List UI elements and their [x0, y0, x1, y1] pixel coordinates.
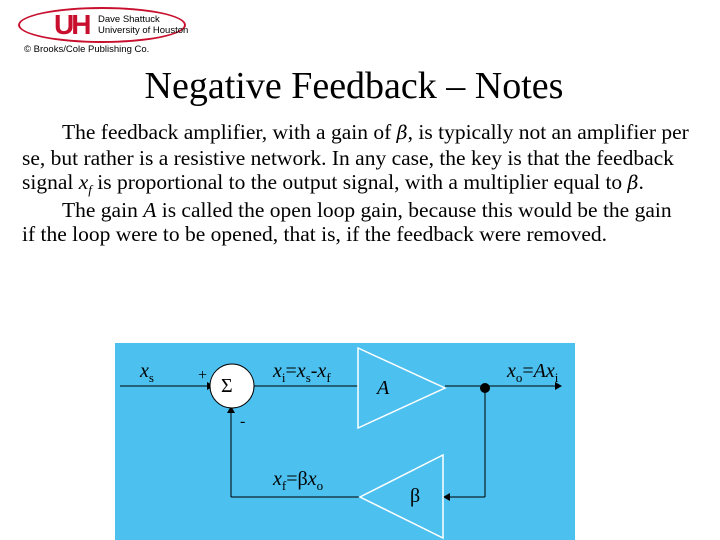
amplifier-triangle	[358, 348, 445, 428]
slide-body	[22, 120, 690, 247]
uh-logo	[10, 5, 190, 57]
p1-beta-2: β	[627, 172, 639, 194]
label-xs: $x_s$	[140, 360, 154, 385]
p1-text-4: .	[638, 170, 644, 194]
p1-text-1: The feedback amplifier, with a gain of	[62, 120, 397, 144]
label-xo-equation: $x_o=Ax_i$	[507, 360, 559, 385]
label-minus: -	[240, 413, 246, 430]
feedback-diagram	[115, 343, 575, 540]
label-beta: β	[410, 485, 421, 507]
output-node	[480, 383, 490, 393]
label-sigma: Σ	[221, 375, 233, 397]
logo-copyright: © Brooks/Cole Publishing Co.	[24, 44, 150, 55]
p1-text-2: , is typically not an amplifier per se, but rather is a resistive network. In any case, the key is that the feedback signal	[22, 120, 689, 194]
slide-title: Negative Feedback – Notes	[144, 65, 564, 107]
paragraph-1	[22, 120, 690, 198]
arrow-beta-in	[443, 493, 450, 501]
p1-x-sub: f	[88, 182, 92, 197]
p2-text-1: The gain	[62, 197, 144, 222]
label-plus: +	[198, 367, 208, 384]
p1-x: x	[78, 170, 89, 194]
beta-triangle	[360, 455, 443, 538]
logo-name	[98, 14, 188, 36]
logo-mark: UH	[54, 9, 89, 40]
logo-name-line2: University of Houston	[98, 25, 189, 36]
label-xi-equation: $x_i=x_s-x_f$	[273, 360, 331, 385]
p1-text-3: is proportional to the output signal, with a multiplier equal to	[91, 170, 628, 194]
p1-beta: β	[396, 122, 408, 144]
label-gain-A: A	[377, 377, 390, 399]
logo-name-line1: Dave Shattuck	[98, 14, 160, 25]
paragraph-2	[22, 198, 690, 247]
p2-A: A	[143, 197, 157, 222]
label-xf-equation: $x_f=\beta x_o$	[273, 468, 324, 493]
diagram-lines	[115, 343, 575, 540]
p2-text-2: is called the open loop gain, because this would be the gain if the loop were to be opened, that is, if the feedback were removed.	[22, 197, 672, 246]
